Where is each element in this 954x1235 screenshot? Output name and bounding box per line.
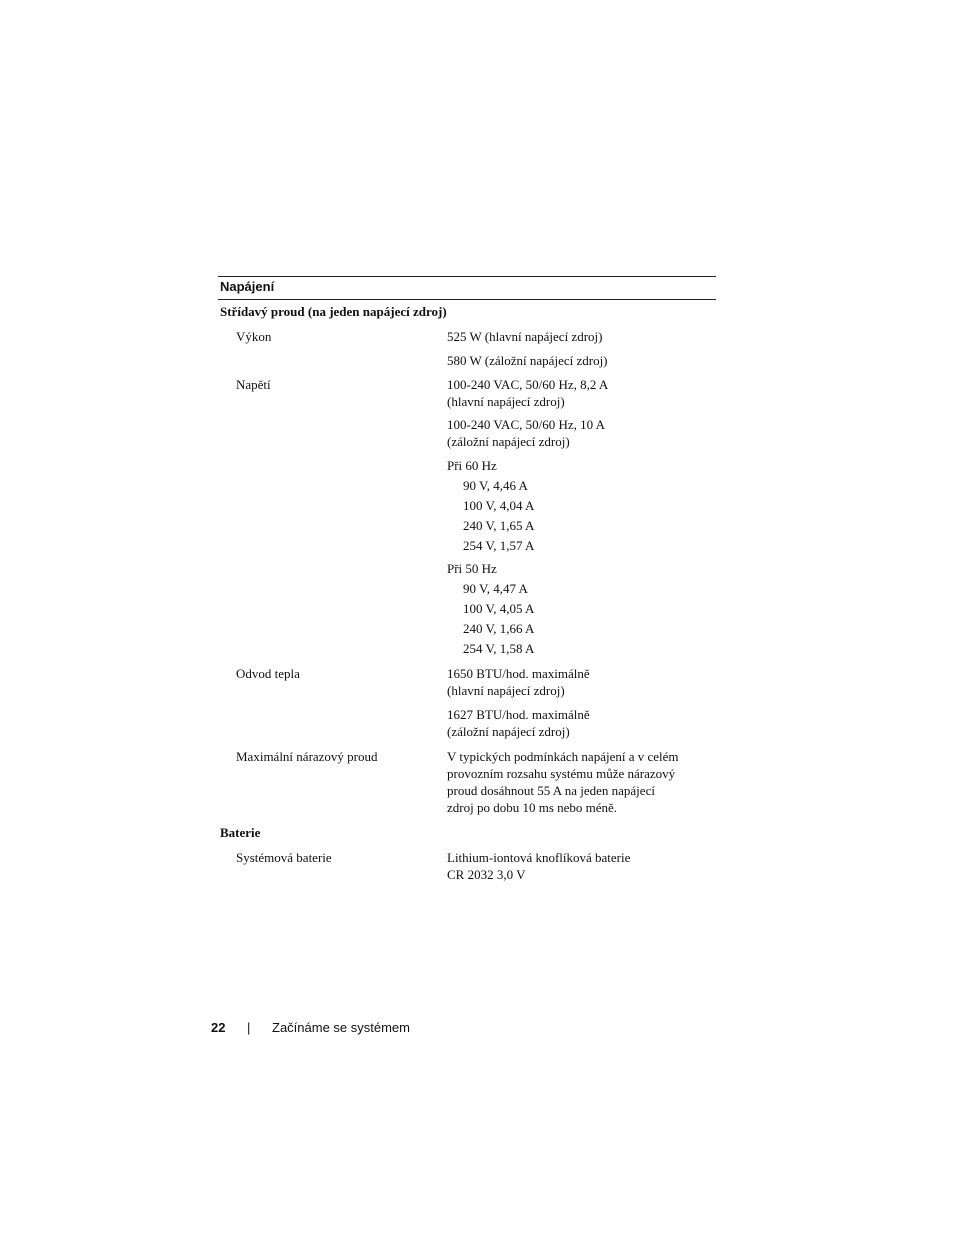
vykon-value: 580 W (záložní napájecí zdroj) <box>447 353 608 368</box>
hz50-title: Při 50 Hz <box>447 561 497 576</box>
footer-title: Začínáme se systémem <box>272 1020 410 1035</box>
section-title: Napájení <box>218 276 716 300</box>
hz50-item: 90 V, 4,47 A <box>463 581 528 596</box>
row-napeti <box>218 376 716 657</box>
battery-title: Baterie <box>220 825 261 840</box>
hz60-title: Při 60 Hz <box>447 458 497 473</box>
spec-table <box>218 276 716 883</box>
napeti-value: (hlavní napájecí zdroj) <box>447 394 565 409</box>
vykon-value: 525 W (hlavní napájecí zdroj) <box>447 329 603 344</box>
inrush-label: Maximální nárazový proud <box>236 749 378 764</box>
heat-value: (hlavní napájecí zdroj) <box>447 683 565 698</box>
inrush-value: proud dosáhnout 55 A na jeden napájecí <box>447 783 655 798</box>
heat-value: (záložní napájecí zdroj) <box>447 724 570 739</box>
napeti-value: (záložní napájecí zdroj) <box>447 434 570 449</box>
heat-label: Odvod tepla <box>236 666 300 681</box>
hz60-item: 254 V, 1,57 A <box>463 538 535 553</box>
ac-title: Střídavý proud (na jeden napájecí zdroj) <box>220 304 447 319</box>
hz50-item: 240 V, 1,66 A <box>463 621 535 636</box>
page-number: 22 <box>211 1020 226 1035</box>
heat-value: 1650 BTU/hod. maximálně <box>447 666 590 681</box>
napeti-label: Napětí <box>236 377 271 392</box>
inrush-value: zdroj po dobu 10 ms nebo méně. <box>447 800 618 815</box>
battery-value: Lithium-iontová knoflíková baterie <box>447 850 631 865</box>
footer-separator: | <box>247 1020 251 1035</box>
battery-label: Systémová baterie <box>236 850 332 865</box>
row-inrush <box>218 748 716 816</box>
hz50-item: 100 V, 4,05 A <box>463 601 535 616</box>
row-heat <box>218 665 716 740</box>
hz60-item: 240 V, 1,65 A <box>463 518 535 533</box>
battery-value: CR 2032 3,0 V <box>447 867 526 882</box>
heat-value: 1627 BTU/hod. maximálně <box>447 707 590 722</box>
vykon-label: Výkon <box>236 329 272 344</box>
inrush-value: V typických podmínkách napájení a v celém <box>447 749 679 764</box>
napeti-value: 100-240 VAC, 50/60 Hz, 10 A <box>447 417 606 432</box>
row-battery <box>218 849 716 883</box>
row-vykon <box>218 328 716 369</box>
hz60-item: 90 V, 4,46 A <box>463 478 528 493</box>
napeti-value: 100-240 VAC, 50/60 Hz, 8,2 A <box>447 377 609 392</box>
inrush-value: provozním rozsahu systému může nárazový <box>447 766 676 781</box>
hz60-item: 100 V, 4,04 A <box>463 498 535 513</box>
hz50-item: 254 V, 1,58 A <box>463 641 535 656</box>
